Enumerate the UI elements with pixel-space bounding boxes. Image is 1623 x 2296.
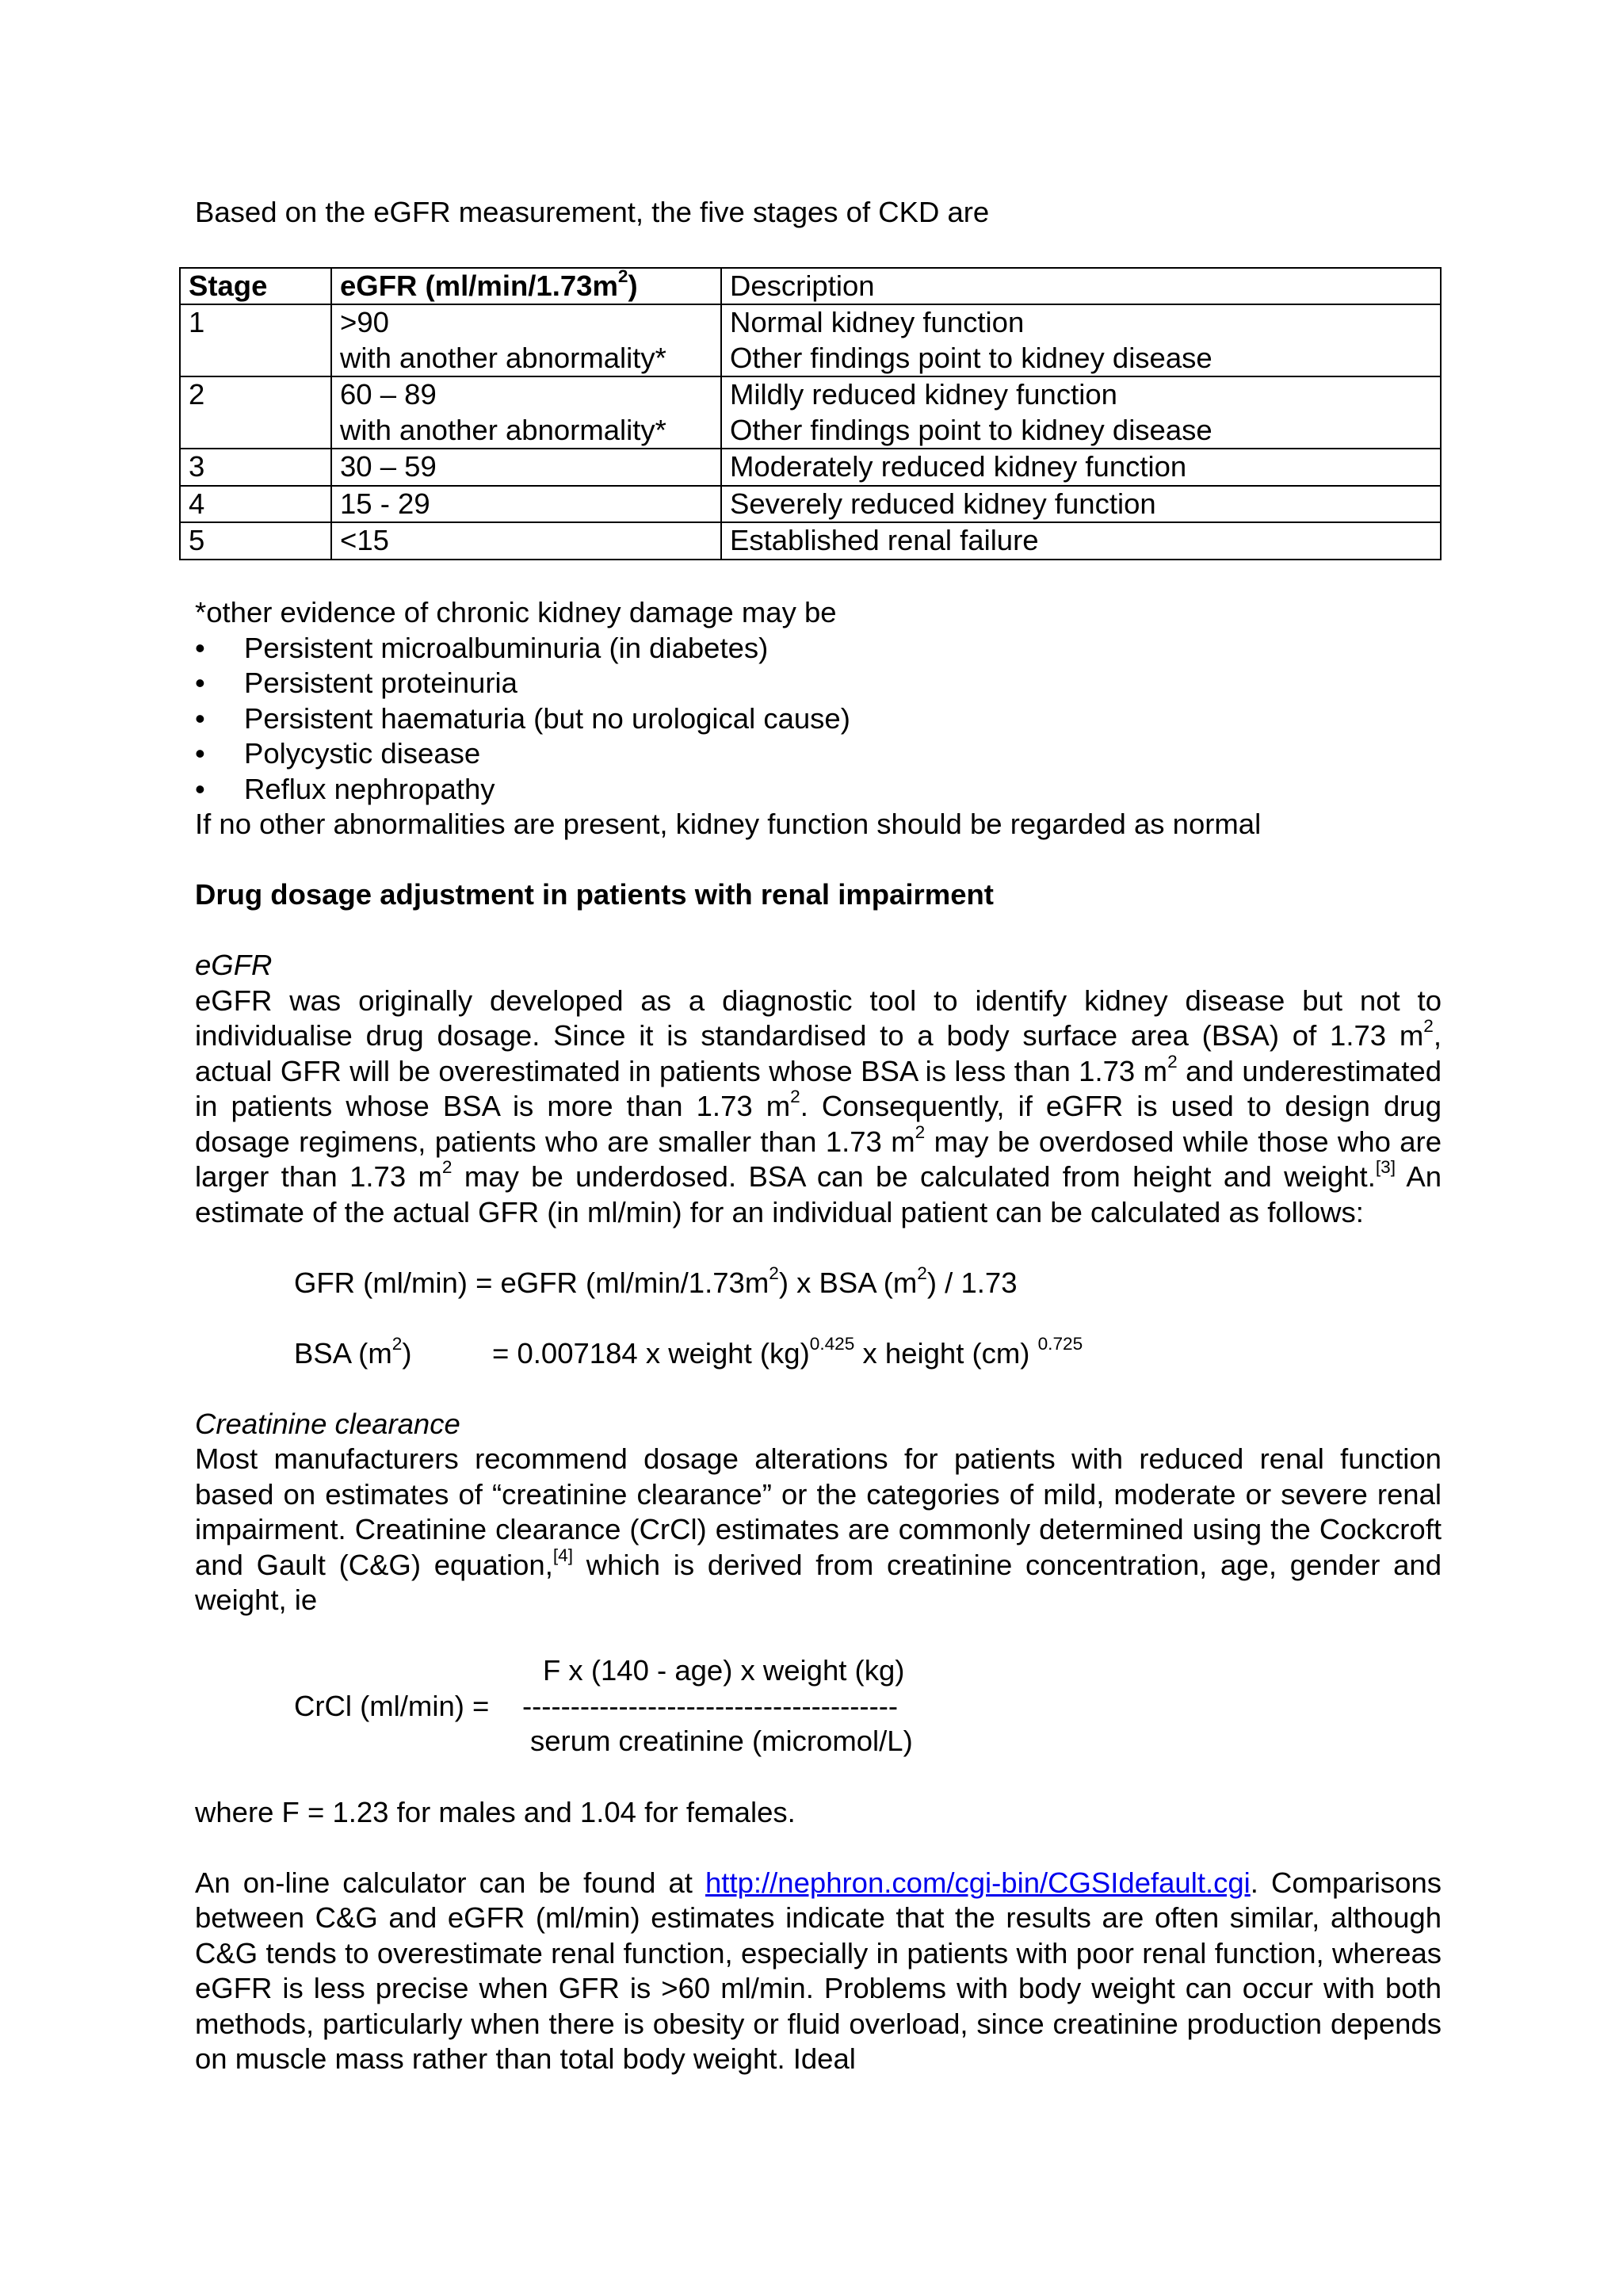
ckd-stages-table [179,267,1442,560]
stage-cell: 4 [180,486,331,523]
reference-4: [4] [552,1545,574,1565]
description-cell: Established renal failure [721,522,1441,560]
list-item: • Reflux nephropathy [195,772,1442,808]
crcl-formula [294,1653,1442,1759]
egfr-cell: 15 - 29 [331,486,721,523]
table-row [180,376,1441,449]
list-item: • Persistent proteinuria [195,666,1442,701]
egfr-paragraph: eGFR was originally developed as a diagnostic tool to identify kidney disease but not to individualise drug dosage. Since it is standardised to a body surface area (BSA) of 1.73 $m^2$, actual GFR will be overestimated in patients whose BSA is less than 1.73 $m^2$ and underestimated in patients whose BSA is more than 1.73 $m^2$. Consequently, if eGFR is used to design drug dosage regimens, patients who are smaller than 1.73 $m^2$ may be overdosed while those who are larger than 1.73 $m^2$ may be underdosed. BSA can be calculated from height and weight.[3] An estimate of the actual GFR (in ml/min) for an individual patient can be calculated as follows: [195,984,1442,1228]
egfr-cell: >90 with another abnormality* [331,304,721,376]
crcl-heading: Creatinine clearance [195,1407,460,1440]
crcl-denominator: serum creatinine (micromol/L) [530,1725,913,1757]
evidence-list [195,631,1442,808]
crcl-label: CrCl (ml/min) = [294,1690,490,1722]
table-row [180,304,1441,376]
egfr-cell: 60 – 89 with another abnormality* [331,376,721,449]
document-page [189,195,1442,2077]
evidence-intro: *other evidence of chronic kidney damage may be [195,596,837,628]
table-row [180,486,1441,523]
where-f-text: where F = 1.23 for males and 1.04 for females. [195,1795,796,1828]
crcl-paragraph: Most manufacturers recommend dosage alterations for patients with reduced renal function based on estimates of “creatinine clearance” or the categories of mild, moderate or severe renal impairment. Creatinine clearance (CrCl) estimates are commonly determined using the Cockcroft and Gault (C&G) equation,[4] which is derived from creatinine concentration, age, gender and weight, ie [195,1442,1442,1616]
list-item: • Persistent microalbuminuria (in diabetes) [195,631,1442,667]
reference-3: [3] [1375,1157,1396,1178]
description-cell: Normal kidney function Other findings point to kidney disease [721,304,1441,376]
table-row [180,522,1441,560]
egfr-heading: eGFR [195,949,273,981]
description-cell: Moderately reduced kidney function [721,449,1441,486]
stage-cell: 5 [180,522,331,560]
header-stage: Stage [180,268,331,305]
calculator-link[interactable]: http://nephron.com/cgi-bin/CGSIdefault.cgi [705,1866,1251,1899]
evidence-outro: If no other abnormalities are present, kidney function should be regarded as normal [195,808,1262,840]
intro-text: Based on the eGFR measurement, the five stages of CKD are [195,196,990,228]
crcl-numerator: F x (140 - age) x weight (kg) [543,1654,905,1687]
stage-cell: 1 [180,304,331,376]
fraction-bar: --------------------------------------- [522,1690,899,1722]
header-egfr: eGFR $(ml/\min/1.73m^2)$ [331,268,721,305]
gfr-formula: GFR (ml/min) = eGFR $(ml/\min/1.73m^2)$ x BSA $(m^2) / 1.73$ [294,1263,1018,1299]
stage-cell: 2 [180,376,331,449]
final-paragraph: An on-line calculator can be found at http://nephron.com/cgi-bin/CGSIdefault.cgi. Comparisons between C&G and eGFR (ml/min) estimates indicate that the results are often similar, although C&G tends to overestimate renal function, especially in patients with poor renal function, whereas eGFR is less precise when GFR is >60 ml/min. Problems with body weight can occur with both methods, particularly when there is obesity or fluid overload, since creatinine production depends on muscle mass rather than total body weight. Ideal [195,1866,1442,2075]
bsa-formula: BSA $(m^2)$ = 0.007184 x weight (kg)$^{0.425}$ x height (cm) $^{0.725}$ [294,1333,1083,1370]
list-item: • Polycystic disease [195,736,1442,772]
egfr-cell: 30 – 59 [331,449,721,486]
description-cell: Mildly reduced kidney function Other findings point to kidney disease [721,376,1441,449]
description-cell: Severely reduced kidney function [721,486,1441,523]
table-header-row [180,268,1441,305]
table-row [180,449,1441,486]
list-item: • Persistent haematuria (but no urological cause) [195,701,1442,737]
egfr-cell: <15 [331,522,721,560]
section-heading: Drug dosage adjustment in patients with renal impairment [195,878,994,911]
stage-cell: 3 [180,449,331,486]
header-description: Description [721,268,1441,305]
